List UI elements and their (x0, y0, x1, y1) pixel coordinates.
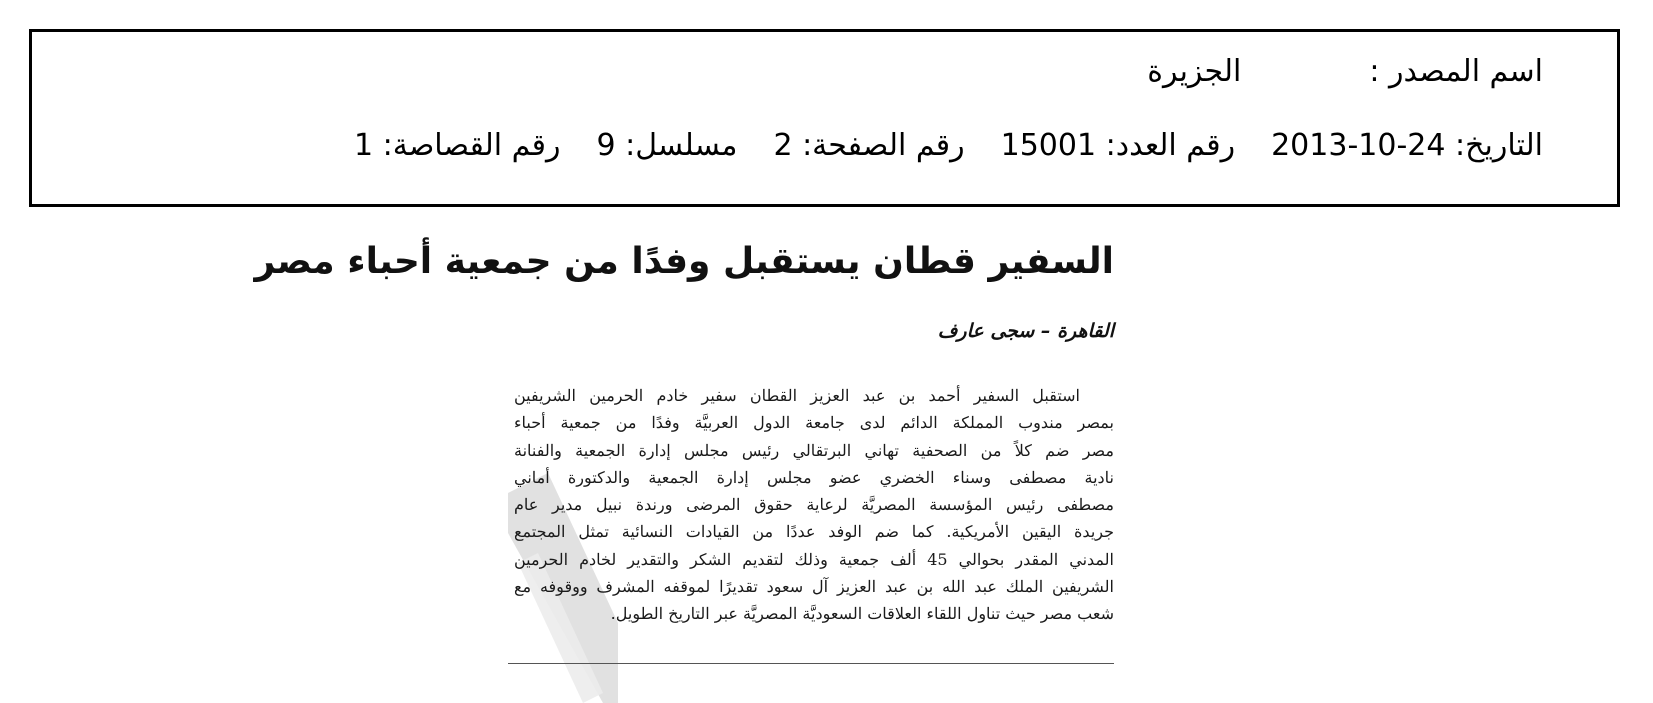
article-headline: السفير قطان يستقبل وفدًا من جمعية أحباء مصر (254, 241, 1114, 282)
article-line: استقبل السفير أحمد بن عبد العزيز القطان سفير خادم الحرمين الشريفين (514, 386, 1080, 405)
article-bottom-rule (508, 663, 1114, 664)
article-line: مصطفى رئيس المؤسسة المصريَّة لرعاية حقوق المرضى ورندة نبيل مدير عام (514, 495, 1114, 515)
article-line: المدني المقدر بحوالي 45 ألف جمعية وذلك لتقديم الشكر والتقدير لخادم الحرمين (514, 549, 1114, 569)
article-line: بمصر مندوب المملكة الدائم لدى جامعة الدول العربيَّة وفدًا من جمعية أحباء (514, 413, 1114, 433)
article-body (514, 382, 1114, 628)
serial-field: مسلسل: 9 (596, 128, 738, 163)
source-label: اسم المصدر : (1369, 54, 1543, 89)
source-value: الجزيرة (1147, 54, 1242, 89)
clipping-number-field: رقم القصاصة: 1 (354, 128, 561, 163)
article-line: مصر ضم كلاً من الصحفية تهاني البرتقالي رئيس مجلس إدارة الجمعية والفنانة (514, 440, 1114, 460)
article-line: الشريفين الملك عبد الله بن عبد العزيز آل سعود تقديرًا لموقفه المشرف ووقوفه مع (514, 577, 1114, 597)
issue-number-field: رقم العدد: 15001 (1000, 128, 1236, 163)
date-field: التاريخ: 24-10-2013 (1271, 128, 1543, 163)
article-line: جريدة اليقين الأمريكية. كما ضم الوفد عددًا من القيادات النسائية تمثل المجتمع (514, 522, 1114, 542)
clipping-details-row (354, 126, 1543, 166)
newspaper-clipping (254, 228, 1122, 700)
article-line: شعب مصر حيث تناول اللقاء العلاقات السعوديَّة المصريَّة عبر التاريخ الطويل. (610, 604, 1114, 624)
article-line: نادية مصطفى وسناء الخضري عضو مجلس إدارة الجمعية والدكتورة أماني (514, 467, 1114, 487)
source-row (1147, 52, 1543, 92)
article-byline: القاهرة – سجى عارف (937, 320, 1114, 342)
page-number-field: رقم الصفحة: 2 (773, 128, 965, 163)
